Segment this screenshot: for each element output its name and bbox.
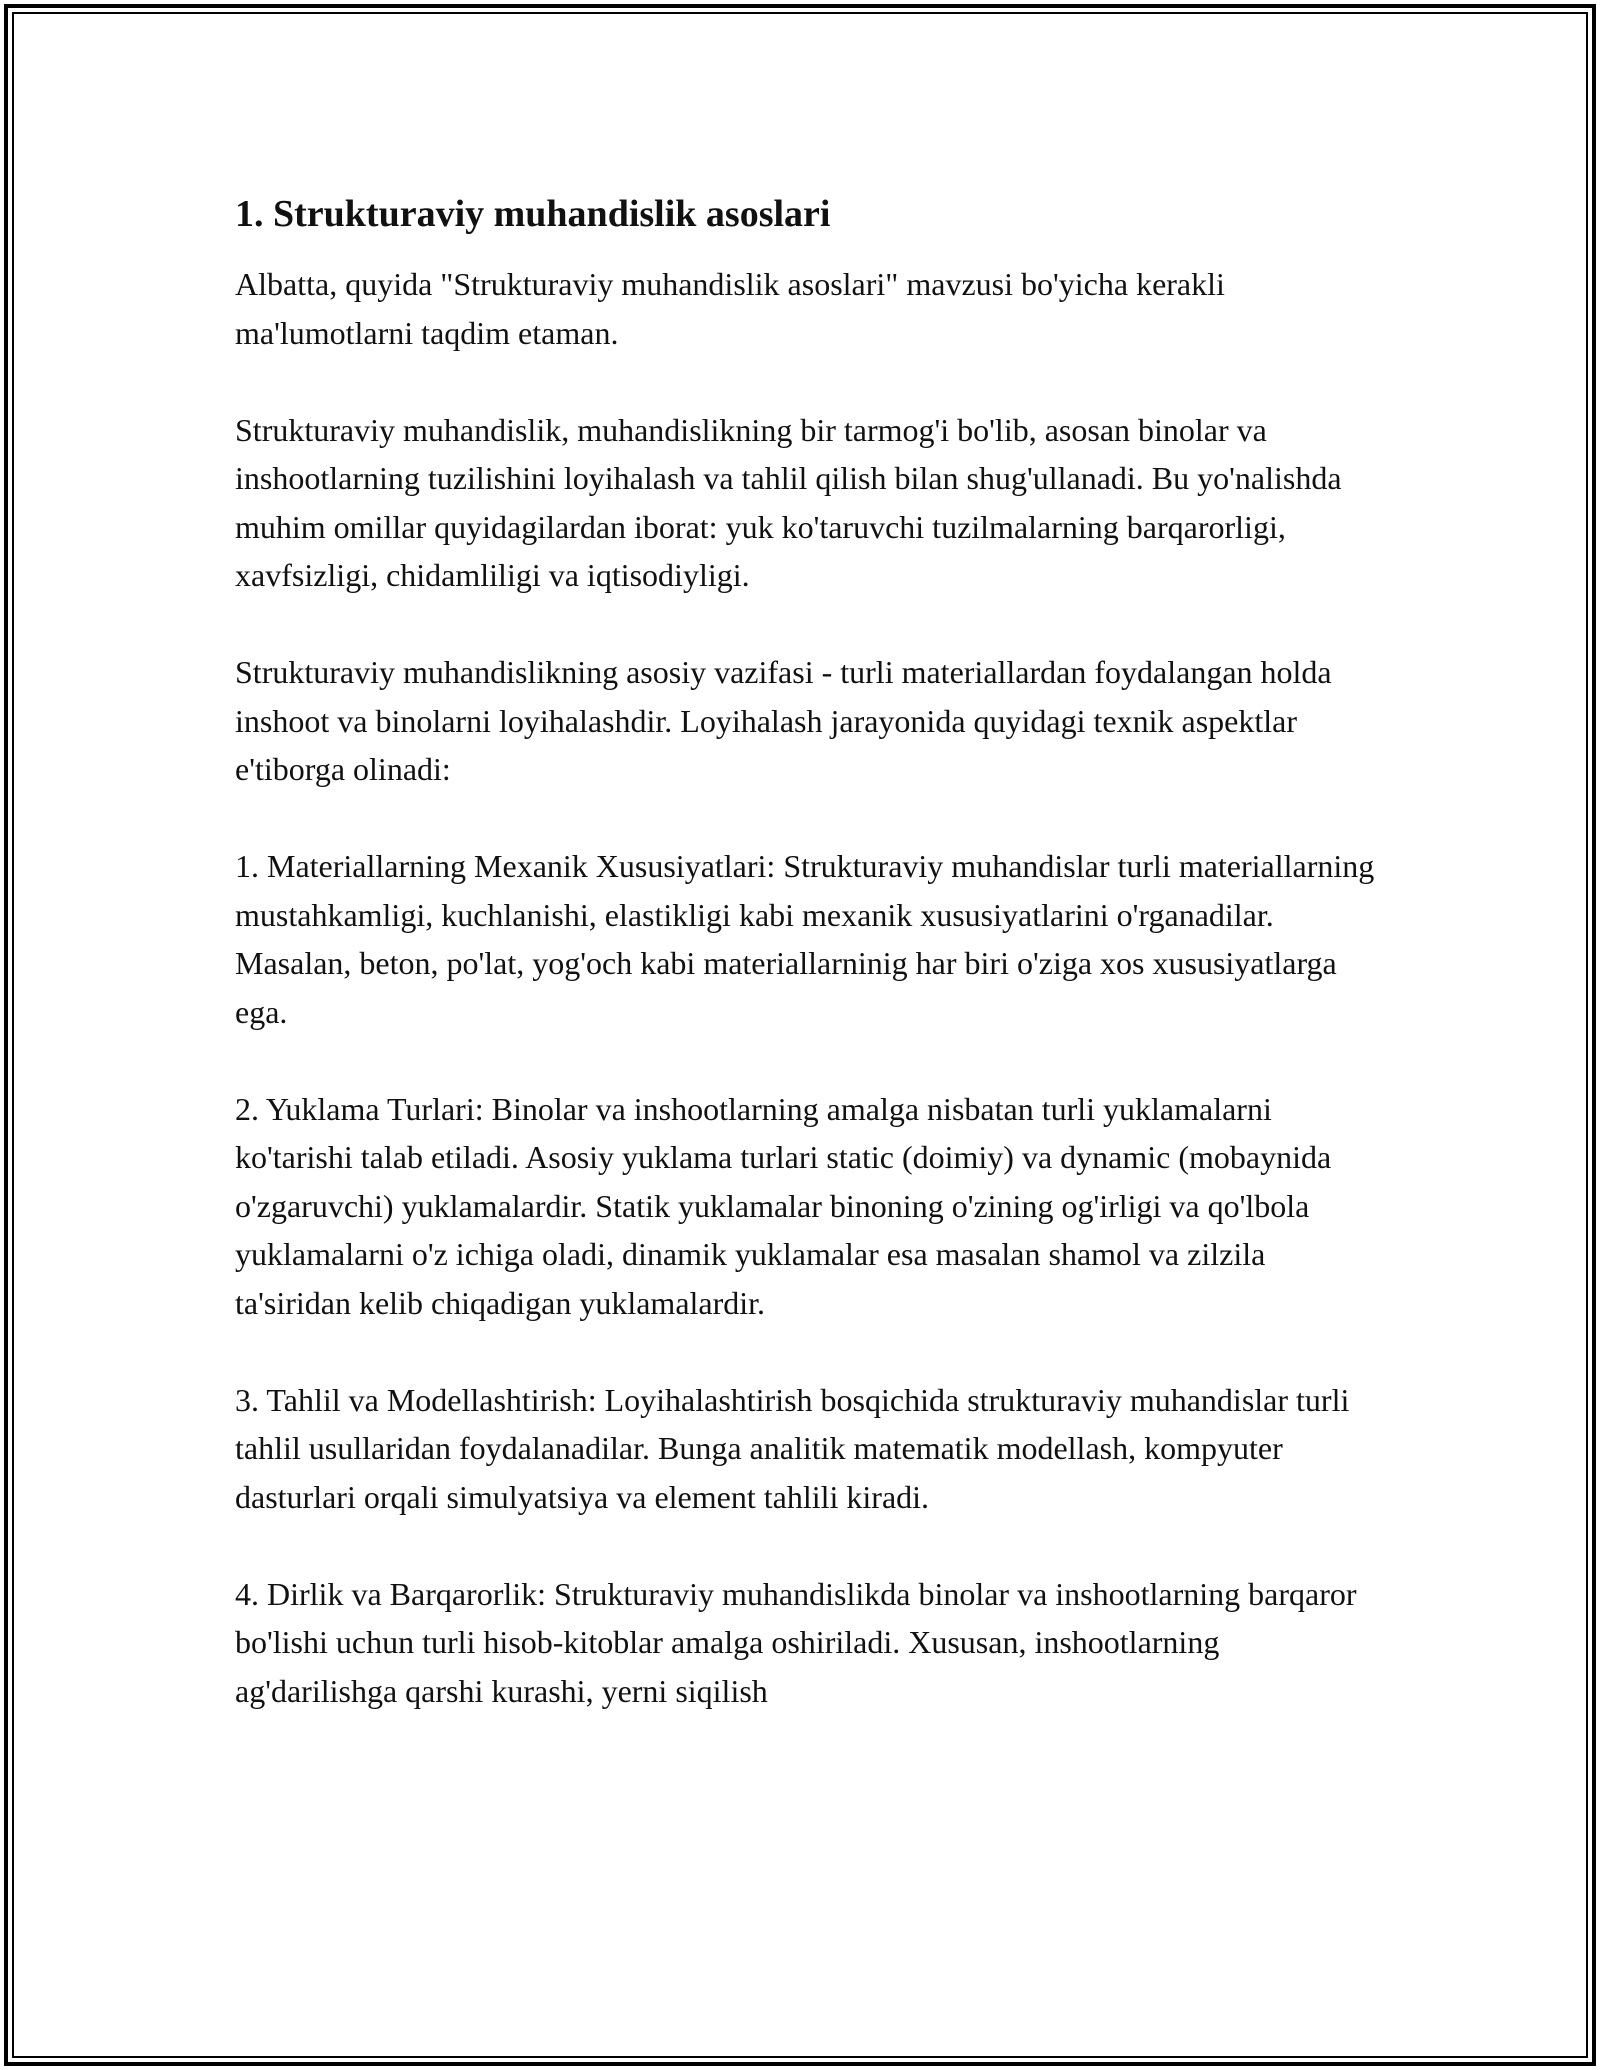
intro-paragraph: Albatta, quyida "Strukturaviy muhandislik asoslari" mavzusi bo'yicha kerakli ma'lumotlarni taqdim etaman. <box>235 266 1225 351</box>
list-item-materials: 1. Materiallarning Mexanik Xususiyatlari: Strukturaviy muhandislar turli materiallarning mustahkamligi, kuchlanishi, elastikligi kabi mexanik xususiyatlarini o'rganadilar. Masalan, beton, po'lat, yog'och kabi materiallarninig har biri o'ziga xos xususiyatlarga ega. <box>235 848 1375 1030</box>
section-heading: 1. Strukturaviy muhandislik asoslari <box>235 193 831 235</box>
definition-paragraph: Strukturaviy muhandislik, muhandislikning bir tarmog'i bo'lib, asosan binolar va inshootlarning tuzilishini loyihalash va tahlil qilish bilan shug'ullanadi. Bu yo'nalishda muhim omillar quyidagilardan iborat: yuk ko'taruvchi tuzilmalarning barqarorligi, xavfsizligi, chidamliligi va iqtisodiyligi. <box>235 411 1342 593</box>
list-item-stability: 4. Dirlik va Barqarorlik: Strukturaviy muhandislikda binolar va inshootlarning barqaror bo'lishi uchun turli hisob-kitoblar amalga oshiriladi. Xususan, inshootlarning ag'darilishga qarshi kurashi, yerni siqilish <box>235 1575 1357 1709</box>
list-item-analysis: 3. Tahlil va Modellashtirish: Loyihalashtirish bosqichida strukturaviy muhandislar turli tahlil usullaridan foydalanadilar. Bunga analitik matematik modellash, kompyuter dasturlari orqali simulyatsiya va element tahlili kiradi. <box>235 1381 1350 1515</box>
main-task-paragraph: Strukturaviy muhandislikning asosiy vazifasi - turli materiallardan foydalangan holda inshoot va binolarni loyihalashdir. Loyihalash jarayonida quyidagi texnik aspektlar e'tiborga olinadi: <box>235 654 1332 787</box>
list-item-load-types: 2. Yuklama Turlari: Binolar va inshootlarning amalga nisbatan turli yuklamalarni ko'tarishi talab etiladi. Asosiy yuklama turlari static (doimiy) va dynamic (mobaynida o'zgaruvchi) yuklamalardir. Statik yuklamalar binoning o'zining og'irligi va qo'lbola yuklamalarni o'z ichiga oladi, dinamik yuklamalar esa masalan shamol va zilzila ta'siridan kelib chiqadigan yuklamalardir. <box>235 1090 1332 1321</box>
document-body <box>235 188 1375 1764</box>
